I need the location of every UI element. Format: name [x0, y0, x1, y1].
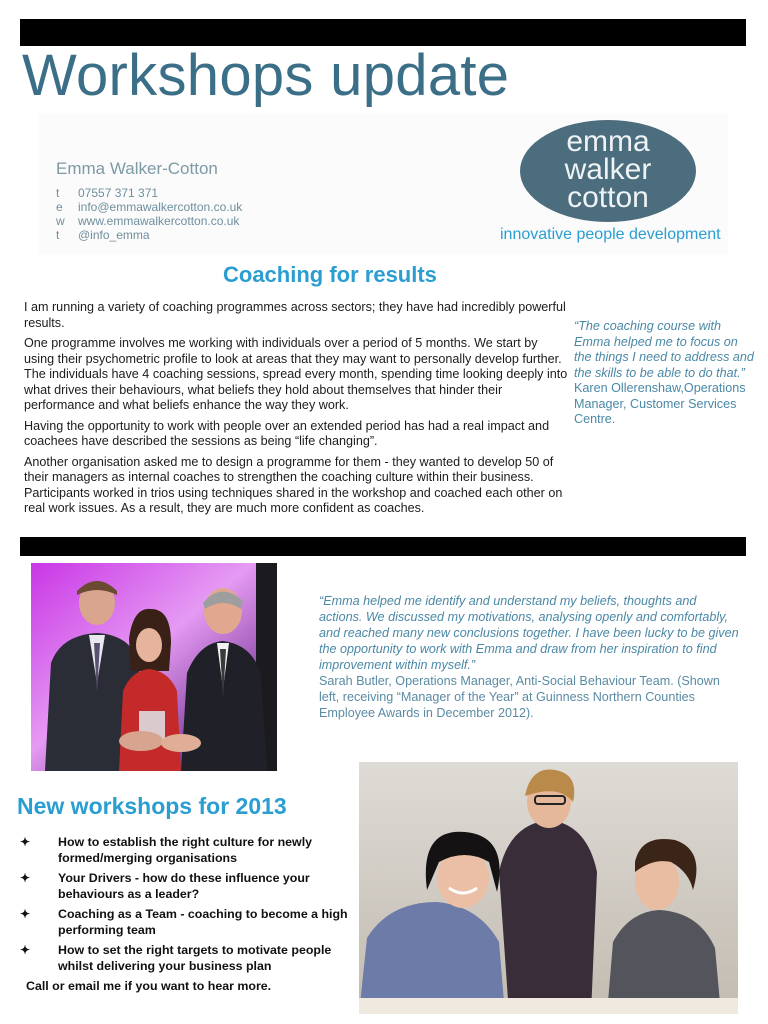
contact-name: Emma Walker-Cotton — [56, 159, 218, 178]
middle-black-bar — [20, 537, 746, 556]
contact-phone: t 07557 371 371 — [56, 186, 159, 200]
contact-email[interactable]: e info@emmawalkercotton.co.uk — [56, 200, 243, 214]
workshops-heading: New workshops for 2013 — [17, 793, 287, 819]
coaching-quote-text: “The coaching course with Emma helped me to focus on the things I need to address and the skills to be able to do that.” — [574, 319, 754, 380]
page-title: Workshops update — [22, 43, 510, 108]
workshop-photo — [359, 762, 738, 1014]
logo-line-emma: emma — [566, 125, 650, 158]
call-to-action: Call or email me if you want to hear more. — [26, 979, 272, 993]
workshop-item: ✦ Your Drivers - how do these influence your behaviours as a leader? — [20, 871, 310, 901]
coaching-quote — [574, 319, 754, 428]
logo-line-cotton: cotton — [567, 181, 649, 214]
coaching-paragraph-4: Another organisation asked me to design a programme for them - they wanted to develop 50 of their managers as internal coaches to strengthen the coaching culture within their business. Participants worked in trios using techniques shared in the workshop and coached each other on real work issues. As a result, they are much more confident as coaches. — [24, 454, 563, 515]
star-bullet-icon: ✦ — [20, 943, 31, 957]
star-bullet-icon: ✦ — [20, 871, 31, 885]
workshops-list — [20, 834, 350, 978]
workshop-item: ✦ Coaching as a Team - coaching to become a high performing team — [20, 907, 348, 937]
logo-line-walker: walker — [564, 153, 652, 186]
contact-twitter[interactable]: t @info_emma — [56, 228, 150, 242]
testimonial-attribution: Sarah Butler, Operations Manager, Anti-Social Behaviour Team. (Shown left, receiving “Manager of the Year” at Guinness Northern Counties Employee Awards in December 2012). — [319, 674, 720, 720]
testimonial — [319, 593, 739, 721]
contact-website[interactable]: w www.emmawalkercotton.co.uk — [56, 214, 240, 228]
coaching-paragraph-1: I am running a variety of coaching programmes across sectors; they have had incredibly powerful results. — [24, 300, 566, 330]
workshop-item: ✦ How to set the right targets to motivate people whilst delivering your business plan — [20, 943, 332, 973]
coaching-heading: Coaching for results — [223, 262, 437, 287]
coaching-body — [24, 300, 569, 522]
workshop-item: ✦ How to establish the right culture for newly formed/merging organisations — [20, 835, 313, 865]
logo-tagline: innovative people development — [500, 226, 721, 243]
star-bullet-icon: ✦ — [20, 907, 31, 921]
star-bullet-icon: ✦ — [20, 835, 31, 849]
award-photo — [31, 563, 277, 771]
testimonial-quote: “Emma helped me identify and understand my beliefs, thoughts and actions. We discussed my motivations, analysing openly and comfortably, and reached many new conclusions together. I have been lucky to be given the opportunity to work with Emma and draw from her inspiration to find improvement within myself.” — [319, 594, 739, 672]
coaching-paragraph-3: Having the opportunity to work with people over an extended period has had a real impact and coachees have described the sessions as being “life changing”. — [24, 418, 550, 448]
coaching-paragraph-2: One programme involves me working with individuals over a period of 5 months. We start by using their psychometric profile to look at areas that they may want to personally develop further. The individuals have 4 coaching sessions, spread every month, spending time looking deeply into what drives their behaviours, what beliefs they hold about themselves that hinder their performance and what beliefs enhance the way they work. — [24, 336, 568, 412]
coaching-quote-attribution: Karen Ollerenshaw,Operations Manager, Customer Services Centre. — [574, 381, 746, 426]
